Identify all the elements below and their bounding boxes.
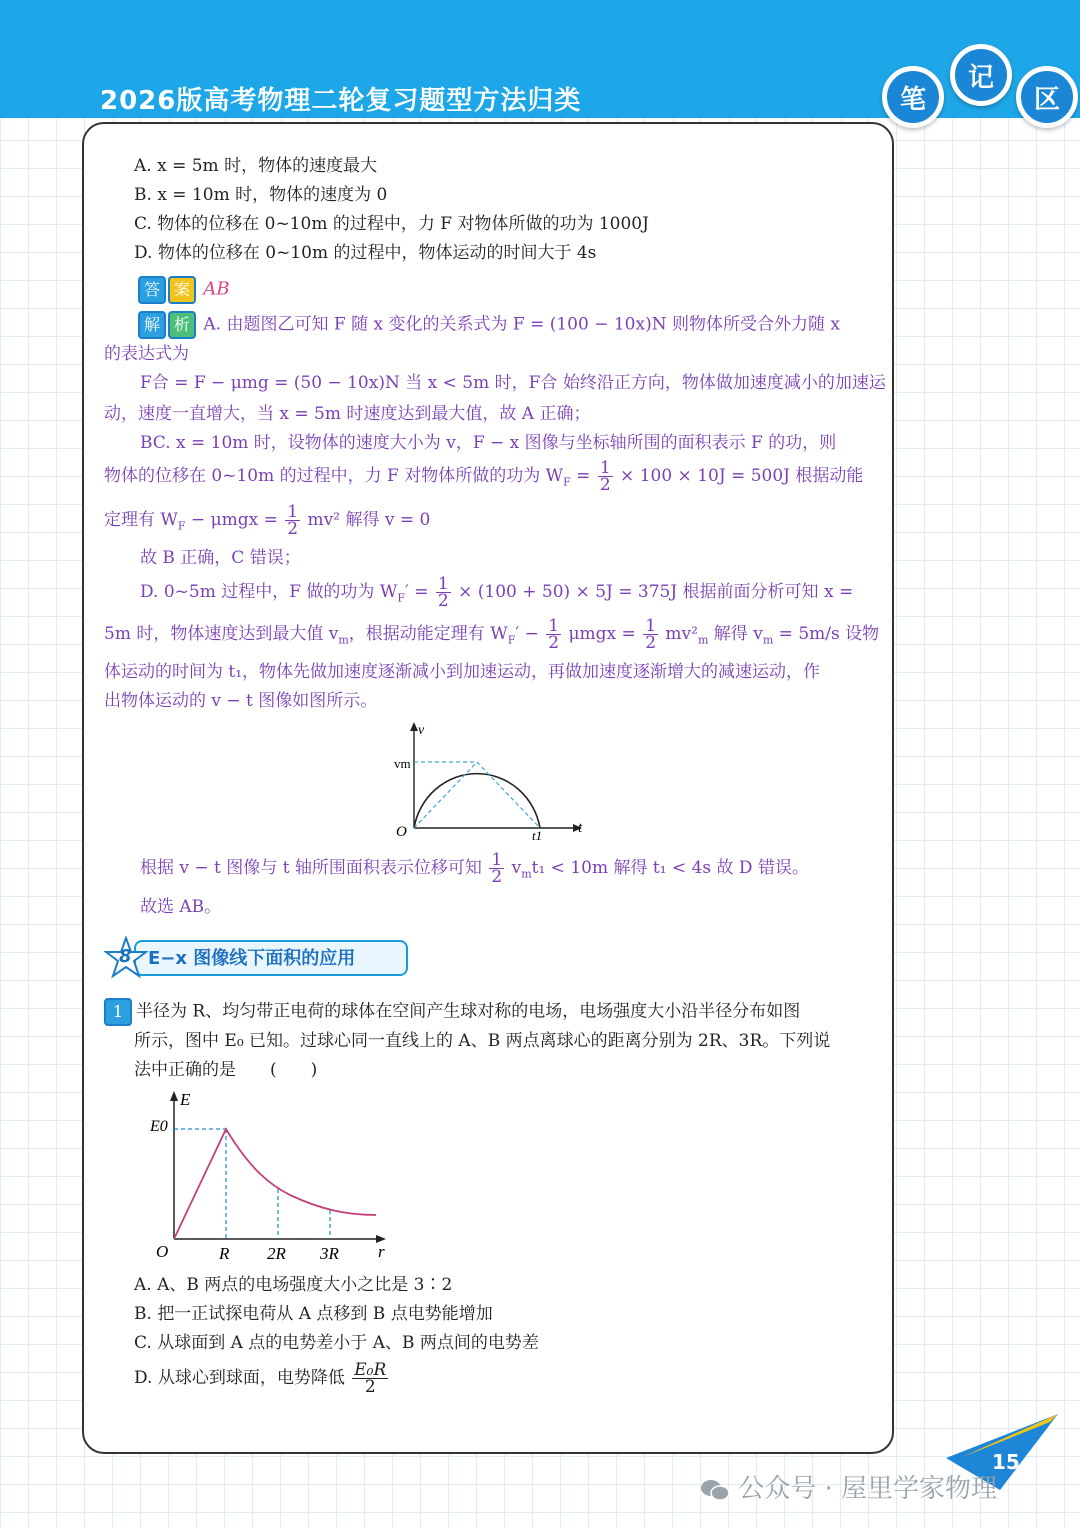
vt-label-t1: t1 [532, 828, 543, 843]
vt-label-t: t [578, 820, 583, 836]
prev-option-a: A. x = 5m 时，物体的速度最大 [134, 156, 378, 176]
er-e-arrow [170, 1091, 178, 1101]
analysis-line-1: 解 析 A. 由题图乙可知 F 随 x 变化的关系式为 F = (100 − 10x)N 则物体所受合外力随 x [138, 311, 840, 339]
analysis-line-8: 故 B 正确，C 错误； [140, 548, 301, 568]
header-title: 2026版高考物理二轮复习题型方法归类 [100, 86, 582, 116]
question-line-1: 1 半径为 R、均匀带正电荷的球体在空间产生球对称的电场，电场强度大小沿半径分布如图 [104, 998, 800, 1026]
badge-qu: 区 [1016, 66, 1078, 128]
analysis-line-14: 故选 AB。 [140, 897, 222, 917]
analysis-line-13: 根据 v − t 图像与 t 轴所围面积表示位移可知 $\frac{1}{2}$ $v_mt_1 < 10m$ 解得 t₁ < 4s 故 D 错误。 [140, 850, 809, 887]
er-label-e: E [180, 1090, 191, 1109]
vt-dash-up [414, 762, 477, 828]
watermark: 公众号 · 屋里学家物理 [700, 1468, 997, 1505]
analysis-tag-2: 析 [168, 311, 196, 339]
section-number: 8 [119, 946, 132, 967]
badge-ji: 记 [950, 44, 1012, 106]
analysis-line-3: F合 = F − μmg = (50 − 10x)N 当 x < 5m 时，F合 始终沿正方向，物体做加速度减小的加速运 [140, 373, 886, 393]
page-number: 15 [992, 1450, 1020, 1474]
wechat-icon [700, 1478, 730, 1502]
option-d: D. 从球心到球面，电势降低 $\frac{\text{E₀R}}{2}$ [134, 1360, 387, 1397]
er-label-r2: 2R [267, 1244, 286, 1263]
er-curve [174, 1129, 376, 1239]
vt-curve [414, 774, 540, 828]
analysis-line-2: 的表达式为 [104, 344, 189, 364]
vt-dash-down [477, 762, 540, 828]
analysis-line-7: 定理有 $W_F - \mu mgx$ = $\frac{1}{2}$ mv² 解得 v = 0 [104, 502, 431, 539]
prev-option-c: C. 物体的位移在 0~10m 的过程中，力 F 对物体所做的功为 1000J [134, 214, 649, 234]
answer-tag-2: 案 [168, 276, 196, 304]
vt-v-arrow [410, 722, 418, 731]
analysis-tag-1: 解 [138, 311, 166, 339]
analysis-line-4: 动，速度一直增大，当 x = 5m 时速度达到最大值，故 A 正确； [104, 404, 591, 424]
er-label-o: O [156, 1242, 169, 1261]
option-a: A. A、B 两点的电场强度大小之比是 3∶2 [134, 1275, 453, 1295]
answer-line [138, 276, 230, 304]
prev-option-b: B. x = 10m 时，物体的速度为 0 [134, 185, 388, 205]
answer-tag-1: 答 [138, 276, 166, 304]
analysis-line-5: BC. x = 10m 时，设物体的速度大小为 v，F − x 图像与坐标轴所围的面积表示 F 的功，则 [140, 433, 837, 453]
vt-label-vm: vm [394, 756, 411, 771]
prev-option-d: D. 物体的位移在 0~10m 的过程中，物体运动的时间大于 4s [134, 243, 597, 263]
er-label-r: r [378, 1242, 385, 1261]
badge-bi: 笔 [882, 66, 944, 128]
analysis-line-11: 体运动的时间为 t₁，物体先做加速度逐渐减小到加速运动，再做加速度逐渐增大的减速运动，作 [104, 662, 821, 682]
answer-value: AB [203, 278, 230, 300]
option-b: B. 把一正试探电荷从 A 点移到 B 点电势能增加 [134, 1304, 493, 1324]
question-line-3: 法中正确的是 ( ) [134, 1060, 318, 1080]
analysis-line-9: D. 0~5m 过程中，F 做的功为 $W_F'$ = $\frac{1}{2}$ × (100 + 50) × 5J = 375J 根据前面分析可知 x = [140, 574, 854, 611]
analysis-line-6: 物体的位移在 0~10m 的过程中，力 F 对物体所做的功为 $W_F$ = $\frac{1}{2}$ × 100 × 10J = 500J 根据动能 [104, 458, 864, 495]
section-title: E−x 图像线下面积的应用 [148, 948, 356, 969]
question-line-2: 所示，图中 E₀ 已知。过球心同一直线上的 A、B 两点离球心的距离分别为 2R、3R。下列说 [134, 1031, 831, 1051]
vt-label-o: O [396, 824, 407, 840]
question-number: 1 [104, 998, 132, 1026]
vt-label-v: v [418, 723, 425, 738]
vt-graph [390, 718, 600, 848]
analysis-line-10: 5m 时，物体速度达到最大值 $v_m$，根据动能定理有 $W_F'$ − $\frac{1}{2}$ μmgx = $\frac{1}{2}$ $mv^2_m$ 解得 $v_m = 5m/s$ 设物 [104, 616, 880, 653]
option-c: C. 从球面到 A 点的电势差小于 A、B 两点间的电势差 [134, 1333, 539, 1353]
er-graph [140, 1085, 400, 1265]
analysis-line-12: 出物体运动的 v − t 图像如图所示。 [104, 691, 378, 711]
er-label-e0: E0 [150, 1118, 168, 1135]
er-label-r3: 3R [320, 1244, 339, 1263]
er-label-r1: R [219, 1244, 230, 1263]
